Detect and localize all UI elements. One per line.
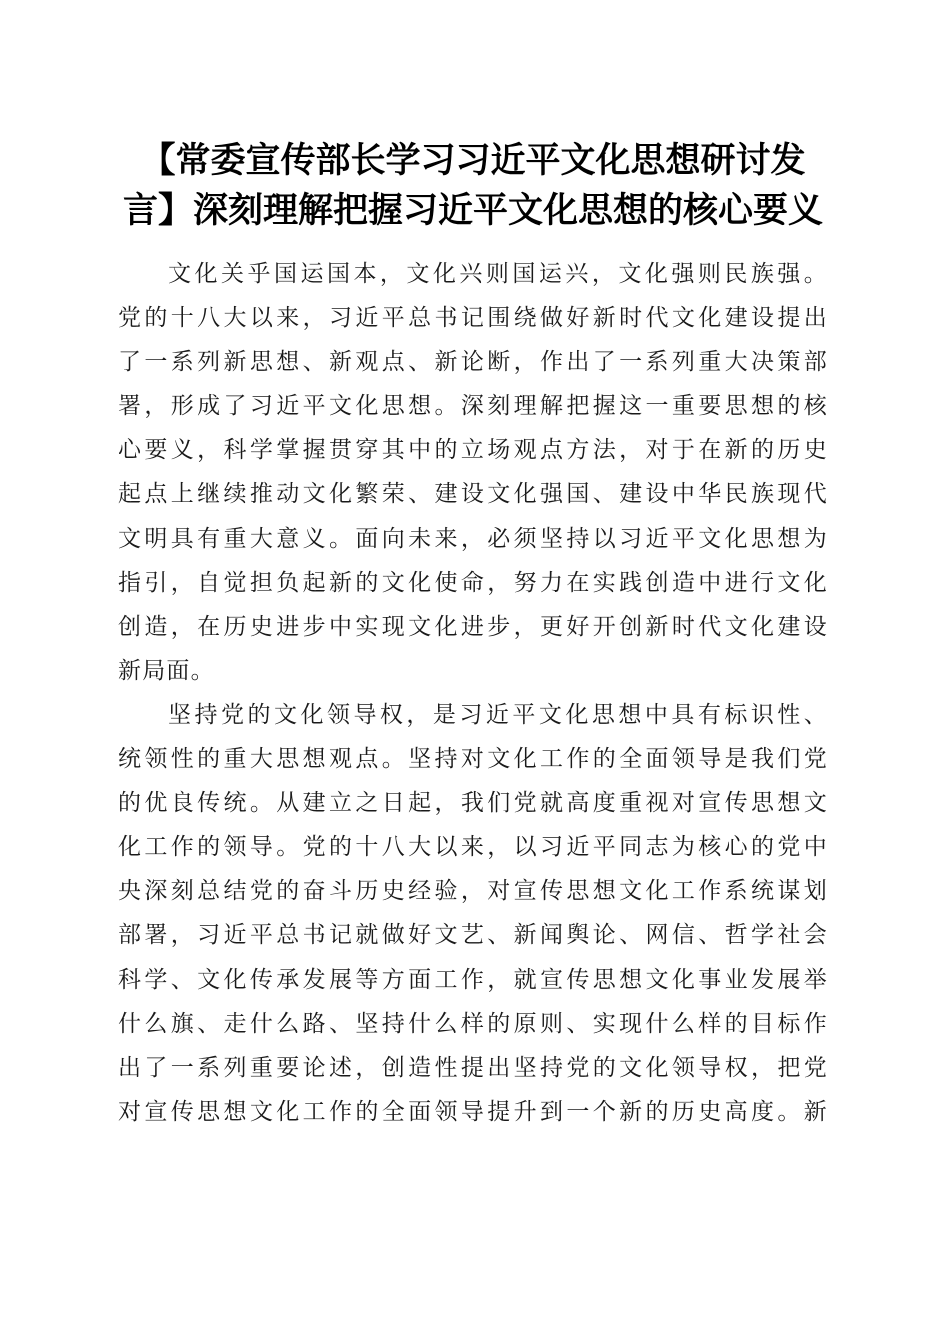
paragraph-line: 起点上继续推动文化繁荣、建设文化强国、建设中华民族现代 (118, 481, 828, 508)
document-body (118, 252, 828, 1134)
paragraph-line: 党的十八大以来，习近平总书记围绕做好新时代文化建设提出 (118, 305, 828, 332)
paragraph-line: 统领性的重大思想观点。坚持对文化工作的全面领导是我们党 (118, 746, 828, 773)
paragraph-2 (118, 693, 828, 1134)
paragraph-line: 什么旗、走什么路、坚持什么样的原则、实现什么样的目标作 (118, 1010, 828, 1037)
title-line-1: 【常委宣传部长学习习近平文化思想研讨发 (140, 141, 806, 181)
paragraph-line: 文明具有重大意义。面向未来，必须坚持以习近平文化思想为 (118, 525, 828, 552)
title-line-2: 言】深刻理解把握习近平文化思想的核心要义 (122, 191, 823, 231)
paragraph-line: 部署，习近平总书记就做好文艺、新闻舆论、网信、哲学社会 (118, 922, 828, 949)
paragraph-line: 心要义，科学掌握贯穿其中的立场观点方法，对于在新的历史 (118, 437, 828, 464)
paragraph-line: 创造，在历史进步中实现文化进步，更好开创新时代文化建设 (118, 613, 828, 640)
paragraph-line: 央深刻总结党的奋斗历史经验，对宣传思想文化工作系统谋划 (118, 878, 828, 905)
paragraph-line: 的优良传统。从建立之日起，我们党就高度重视对宣传思想文 (118, 790, 828, 817)
paragraph-line: 署，形成了习近平文化思想。深刻理解把握这一重要思想的核 (118, 393, 828, 420)
paragraph-line: 出了一系列重要论述，创造性提出坚持党的文化领导权，把党 (118, 1054, 828, 1081)
paragraph-line: 化工作的领导。党的十八大以来，以习近平同志为核心的党中 (118, 834, 828, 861)
paragraph-line: 对宣传思想文化工作的全面领导提升到一个新的历史高度。新 (118, 1098, 828, 1125)
paragraph-line: 坚持党的文化领导权，是习近平文化思想中具有标识性、 (168, 701, 828, 728)
paragraph-line: 了一系列新思想、新观点、新论断，作出了一系列重大决策部 (118, 349, 828, 376)
paragraph-1 (118, 252, 828, 693)
paragraph-line: 新局面。 (118, 657, 215, 684)
paragraph-line: 指引，自觉担负起新的文化使命，努力在实践创造中进行文化 (118, 569, 828, 596)
document-title (112, 136, 834, 236)
paragraph-line: 文化关乎国运国本，文化兴则国运兴，文化强则民族强。 (168, 261, 828, 287)
paragraph-line: 科学、文化传承发展等方面工作，就宣传思想文化事业发展举 (118, 966, 828, 993)
